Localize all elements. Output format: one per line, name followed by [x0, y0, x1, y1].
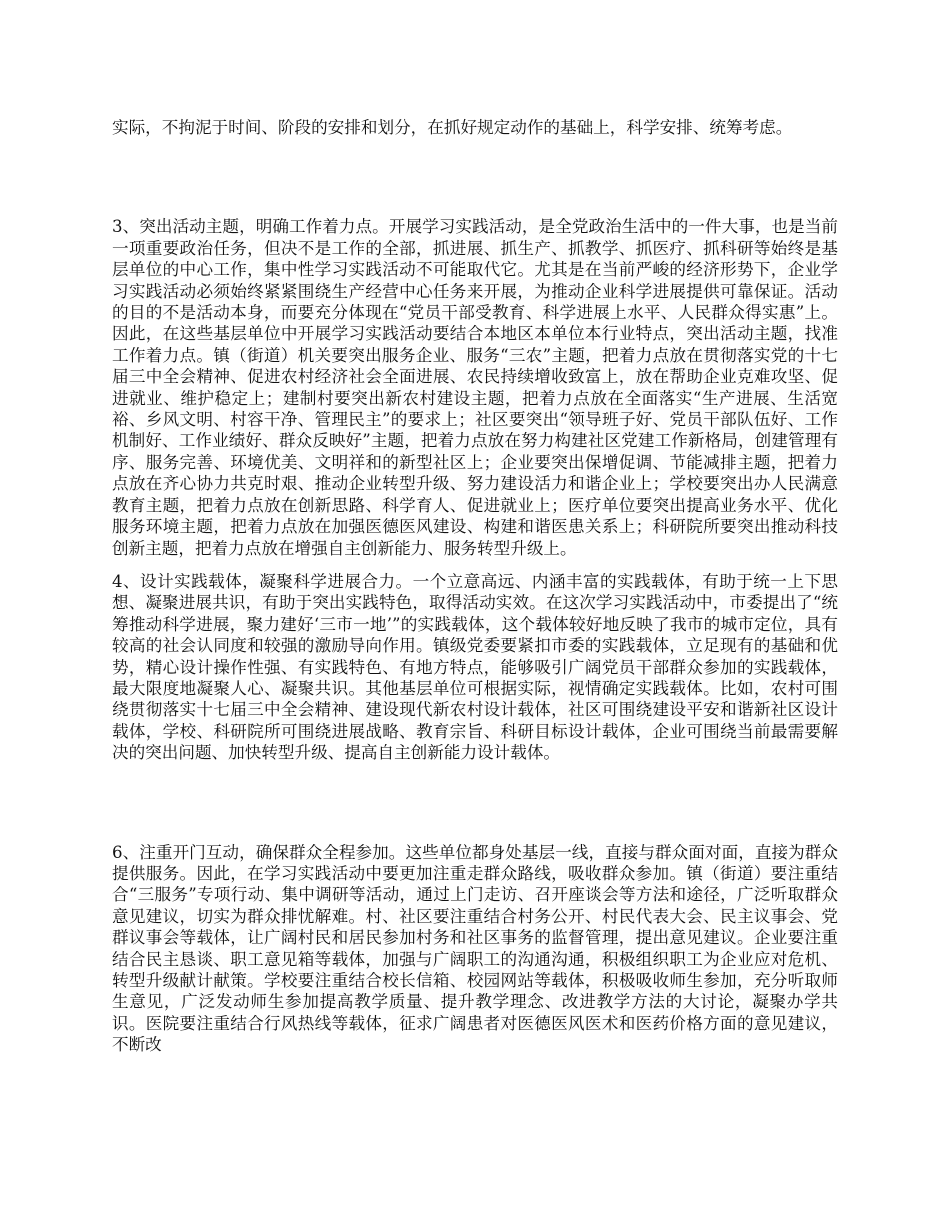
paragraph-continuation: 实际，不拘泥于时间、阶段的安排和划分，在抓好规定动作的基础上，科学安排、统筹考虑。: [112, 118, 793, 137]
paragraph-section-3: 3、突出活动主题，明确工作着力点。开展学习实践活动，是全党政治生活中的一件大事，也是当前一项重要政治任务，但决不是工作的全部，抓进展、抓生产、抓教学、抓医疗、抓科研等始终是基层单位的中心工作，集中性学习实践活动不可能取代它。尤其是在当前严峻的经济形势下，企业学习实践活动必须始终紧紧围绕生产经营中心任务来开展，为推动企业科学进展提供可靠保证。活动的目的不是活动本身，而要充分体现在“党员干部受教育、科学进展上水平、人民群众得实惠”上。因此，在这些基层单位中开展学习实践活动要结合本地区本单位本行业特点，突出活动主题，找准工作着力点。镇（街道）机关要突出服务企业、服务“三农”主题，把着力点放在贯彻落实党的十七届三中全会精神、促进农村经济社会全面进展、农民持续增收致富上，放在帮助企业克难攻坚、促进就业、维护稳定上；建制村要突出新农村建设主题，把着力点放在全面落实“生产进展、生活宽裕、乡风文明、村容干净、管理民主”的要求上；社区要突出“领导班子好、党员干部队伍好、工作机制好、工作业绩好、群众反映好”主题，把着力点放在努力构建社区党建工作新格局，创建管理有序、服务完善、环境优美、文明祥和的新型社区上；企业要突出保增促调、节能减排主题，把着力点放在齐心协力共克时艰、推动企业转型升级、努力建设活力和谐企业上；学校要突出办人民满意教育主题，把着力点放在创新思路、科学育人、促进就业上；医疗单位要突出提高业务水平、优化服务环境主题，把着力点放在加强医德医风建设、构建和谐医患关系上；科研院所要突出推动科技创新主题，把着力点放在增强自主创新能力、服务转型升级上。: [112, 217, 838, 558]
paragraph-section-4: 4、设计实践载体，凝聚科学进展合力。一个立意高远、内涵丰富的实践载体，有助于统一上下思想、凝聚进展共识，有助于突出实践特色，取得活动实效。在这次学习实践活动中，市委提出了“统筹推动科学进展，聚力建好‘三市一地’”的实践载体，这个载体较好地反映了我市的城市定位，具有较高的社会认同度和较强的激励导向作用。镇级党委要紧扣市委的实践载体，立足现有的基础和优势，精心设计操作性强、有实践特色、有地方特点，能够吸引广阔党员干部群众参加的实践载体，最大限度地凝聚人心、凝聚共识。其他基层单位可根据实际，视情确定实践载体。比如，农村可围绕贯彻落实十七届三中全会精神、建设现代新农村设计载体，社区可围绕建设平安和谐新社区设计载体，学校、科研院所可围绕进展战略、教育宗旨、科研目标设计载体，企业可围绕当前最需要解决的突出问题、加快转型升级、提高自主创新能力设计载体。: [112, 571, 838, 763]
paragraph-section-6: 6、注重开门互动，确保群众全程参加。这些单位都身处基层一线，直接与群众面对面，直接为群众提供服务。因此，在学习实践活动中要更加注重走群众路线，吸收群众参加。镇（街道）要注重结合“三服务”专项行动、集中调研等活动，通过上门走访、召开座谈会等方法和途径，广泛听取群众意见建议，切实为群众排忧解难。村、社区要注重结合村务公开、村民代表大会、民主议事会、党群议事会等载体，让广阔村民和居民参加村务和社区事务的监督管理，提出意见建议。企业要注重结合民主恳谈、职工意见箱等载体，加强与广阔职工的沟通沟通，积极组织职工为企业应对危机、转型升级献计献策。学校要注重结合校长信箱、校园网站等载体，积极吸收师生参加，充分听取师生意见，广泛发动师生参加提高教学质量、提升教学理念、改进教学方法的大讨论，凝聚办学共识。医院要注重结合行风热线等载体，征求广阔患者对医德医风医术和医药价格方面的意见建议，不断改: [112, 842, 838, 1055]
